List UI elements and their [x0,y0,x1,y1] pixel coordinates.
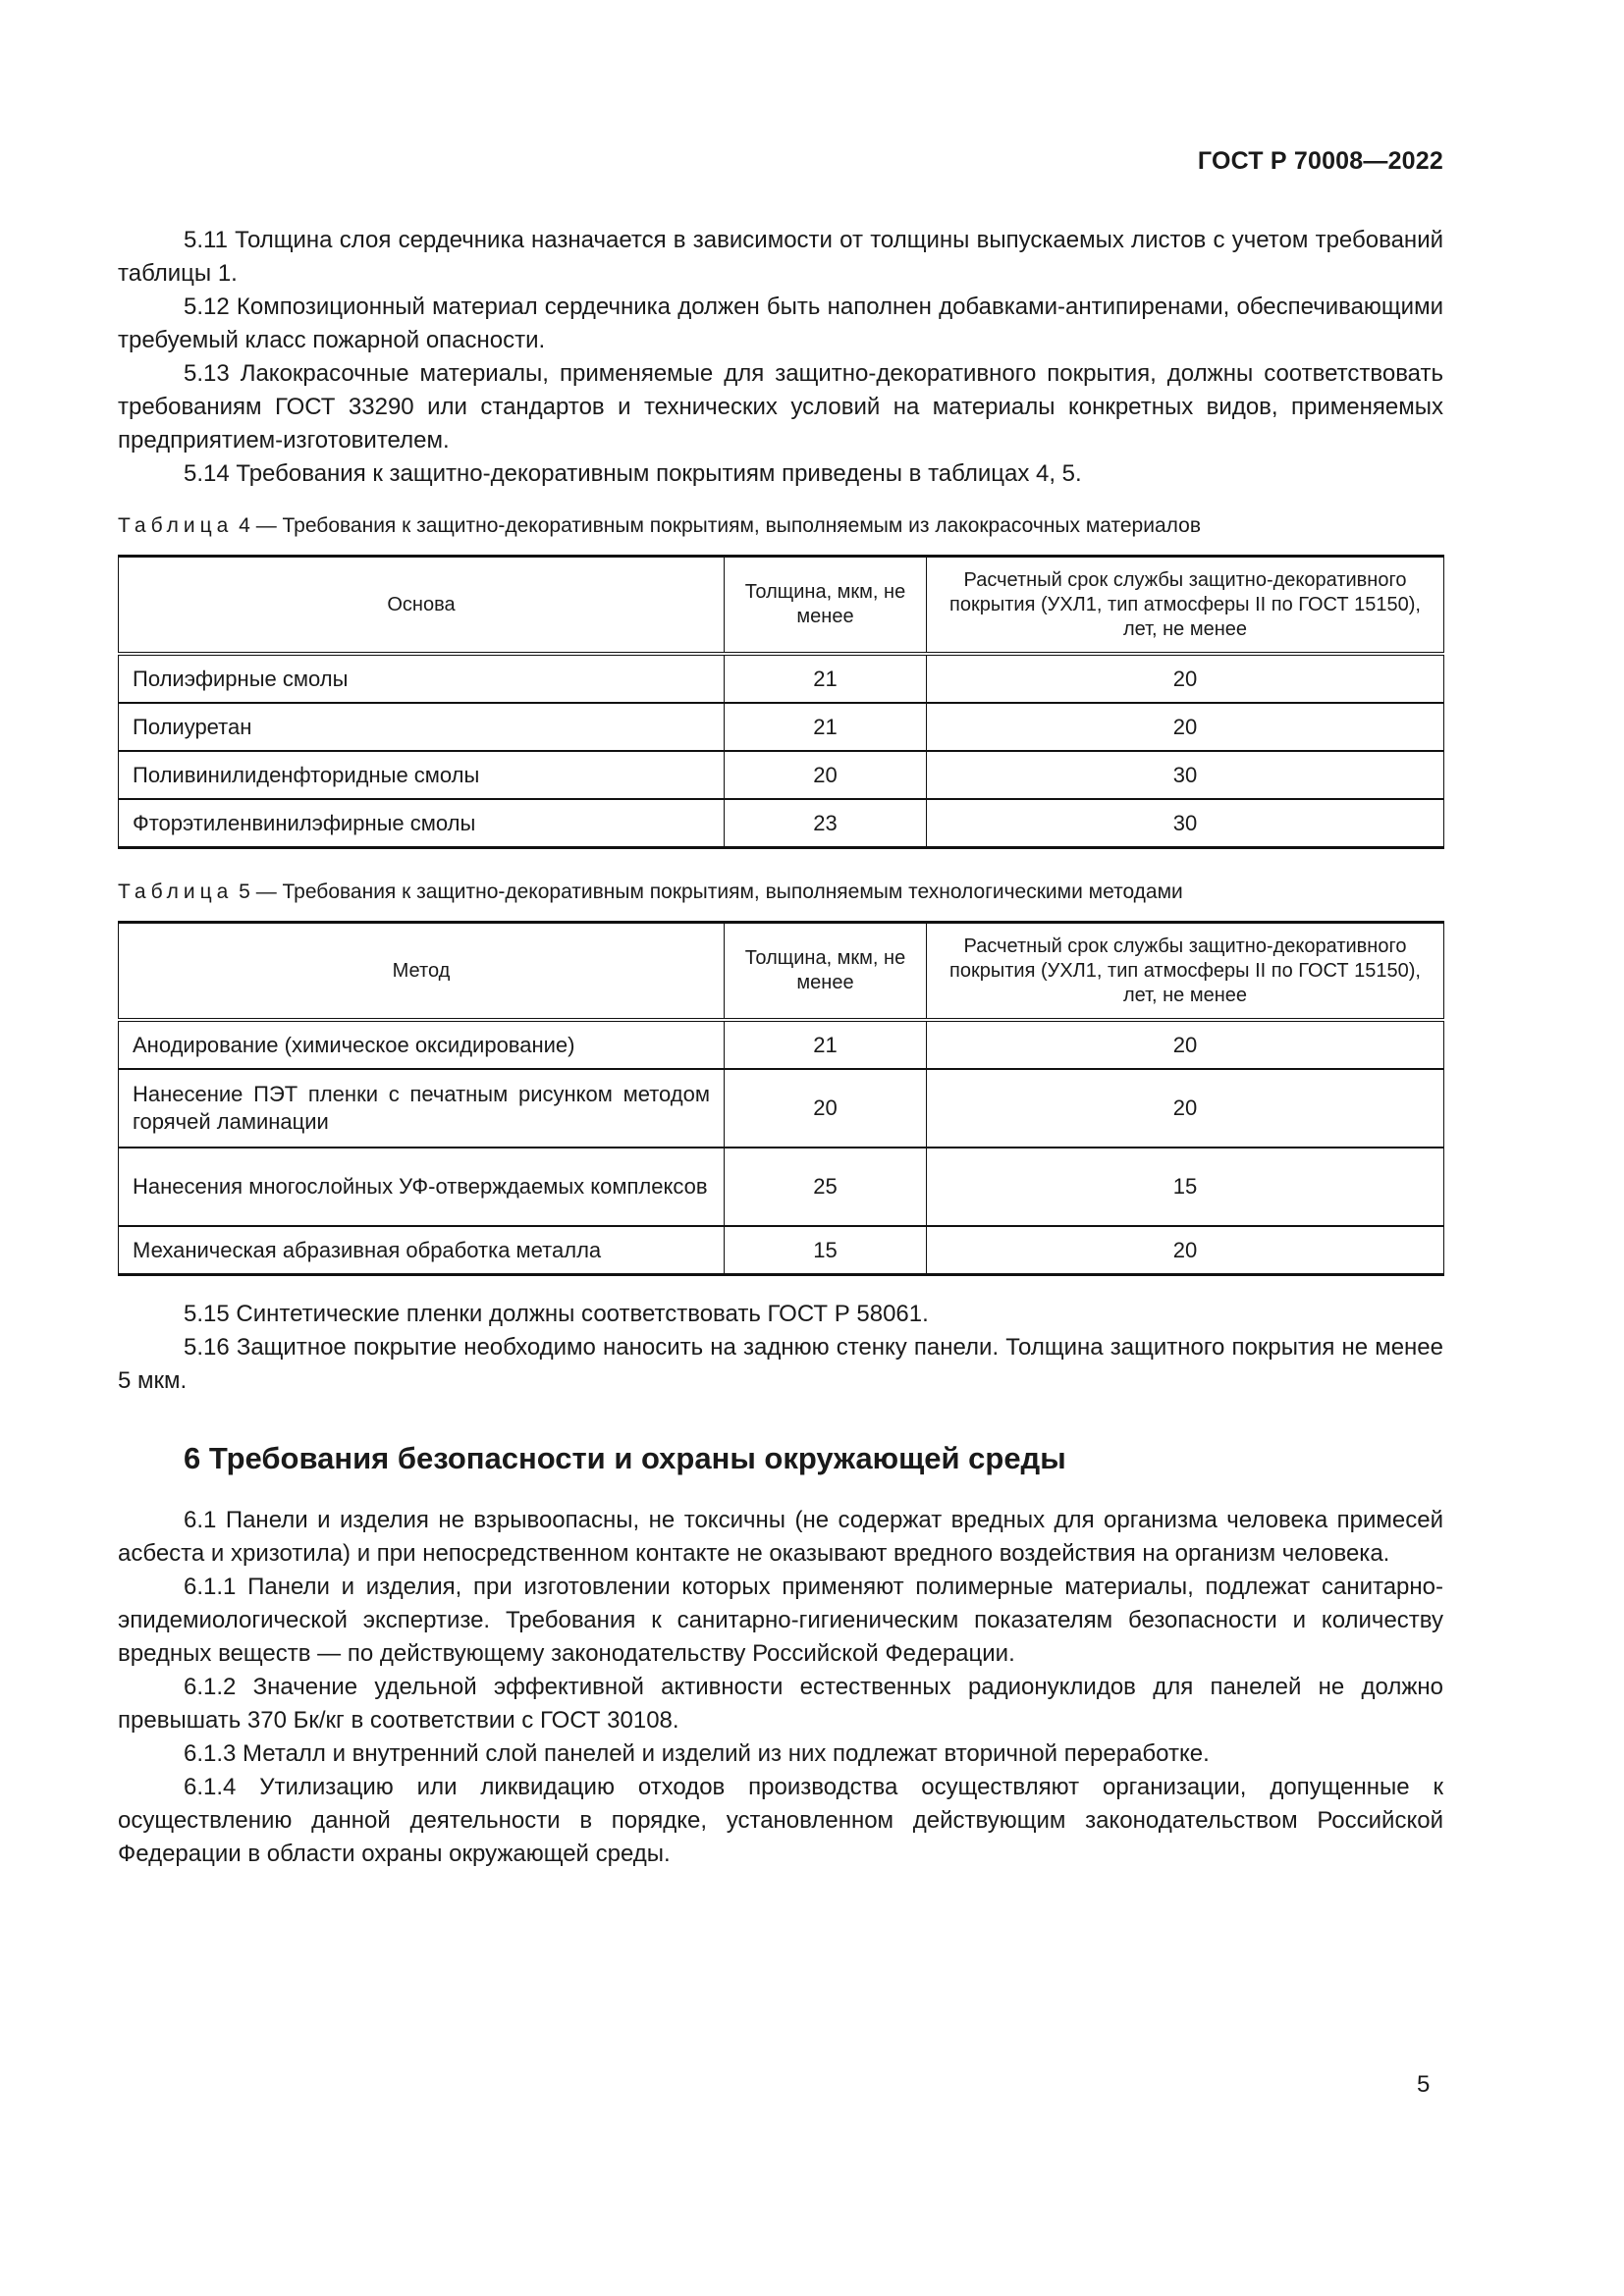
paragraph-5-13: 5.13 Лакокрасочные материалы, применяемые для защитно-декоративного покрытия, должны соответствовать требованиям ГОСТ 33290 или стандартов и технических условий на материалы конкретных видов, применяемых предприятием-изготовителем. [118,360,1443,454]
section-5-bottom-paragraphs [118,1298,1443,1398]
table-4-cell-base: Поливинилиденфторидные смолы [119,751,725,799]
table-row [119,1226,1444,1275]
paragraph-6-1-1: 6.1.1 Панели и изделия, при изготовлении которых применяют полимерные материалы, подлежат санитарно-эпидемиологической экспертизе. Требования к санитарно-гигиеническим показателям безопасности и количеству вредных веществ — по действующему законодательству Российской Федерации. [118,1574,1443,1667]
table-4-cell-thickness: 21 [725,703,927,751]
table-4-cell-service-life: 20 [927,703,1444,751]
table-4-cell-service-life: 30 [927,799,1444,848]
table-5-cell-thickness: 15 [725,1226,927,1275]
table-4-header-row [119,557,1444,655]
table-4-caption [118,512,1443,540]
paragraph-6-1-2: 6.1.2 Значение удельной эффективной активности естественных радионуклидов для панелей не должно превышать 370 Бк/кг в соответствии с ГОСТ 30108. [118,1674,1443,1734]
page-number: 5 [1417,2071,1431,2098]
table-5-block [118,879,1443,1276]
table-5-header-thickness: Толщина, мкм, не менее [725,923,927,1021]
table-row [119,1020,1444,1069]
table-4-block [118,512,1443,849]
table-4-cell-thickness: 21 [725,654,927,703]
table-4-cell-base: Полиуретан [119,703,725,751]
table-4-header-base: Основа [119,557,725,655]
table-row [119,1148,1444,1226]
table-5-cell-method: Нанесение ПЭТ пленки с печатным рисунком методом горячей ламинации [119,1069,725,1148]
table-4-cell-thickness: 20 [725,751,927,799]
table-5-caption [118,879,1443,906]
table-5-cell-service-life: 20 [927,1069,1444,1148]
table-5-header-row [119,923,1444,1021]
section-6-paragraphs [118,1504,1443,1871]
table-4-caption-word: Таблица [118,514,234,537]
paragraph-5-16: 5.16 Защитное покрытие необходимо наносить на заднюю стенку панели. Толщина защитного покрытия не менее 5 мкм. [118,1334,1443,1394]
table-4-cell-base: Фторэтиленвинилэфирные смолы [119,799,725,848]
section-5-top-paragraphs [118,224,1443,491]
table-5-cell-thickness: 21 [725,1020,927,1069]
paragraph-6-1-4: 6.1.4 Утилизацию или ликвидацию отходов производства осуществляют организации, допущенные к осуществлению данной деятельности в порядке, установленном действующим законодательством Российской Федерации в области охраны окружающей среды. [118,1774,1443,1867]
table-4-cell-service-life: 20 [927,654,1444,703]
table-5-cell-method: Анодирование (химическое оксидирование) [119,1020,725,1069]
table-5-cell-method: Нанесения многослойных УФ-отверждаемых комплексов [119,1148,725,1226]
table-row [119,799,1444,848]
table-5-cell-thickness: 25 [725,1148,927,1226]
table-5 [118,921,1444,1276]
table-5-cell-service-life: 20 [927,1226,1444,1275]
table-4-header-service-life: Расчетный срок службы защитно-декоративного покрытия (УХЛ1, тип атмосферы II по ГОСТ 15150), лет, не менее [927,557,1444,655]
table-row [119,751,1444,799]
table-5-caption-word: Таблица [118,881,234,903]
document-code-header: ГОСТ Р 70008—2022 [1197,147,1443,175]
table-5-cell-method: Механическая абразивная обработка металла [119,1226,725,1275]
table-4-header-thickness: Толщина, мкм, не менее [725,557,927,655]
table-4-caption-text: 4 — Требования к защитно-декоративным покрытиям, выполняемым из лакокрасочных материалов [233,514,1201,537]
section-6-heading: 6 Требования безопасности и охраны окружающей среды [184,1441,1066,1475]
table-4-cell-service-life: 30 [927,751,1444,799]
table-row [119,1069,1444,1148]
paragraph-6-1-3: 6.1.3 Металл и внутренний слой панелей и изделий из них подлежат вторичной переработке. [184,1740,1210,1767]
table-row [119,654,1444,703]
paragraph-5-11: 5.11 Толщина слоя сердечника назначается в зависимости от толщины выпускаемых листов с учетом требований таблицы 1. [118,227,1443,287]
paragraph-5-12: 5.12 Композиционный материал сердечника должен быть наполнен добавками-антипиренами, обеспечивающими требуемый класс пожарной опасности. [118,294,1443,353]
table-4 [118,555,1444,849]
table-5-caption-text: 5 — Требования к защитно-декоративным покрытиям, выполняемым технологическими методами [233,881,1183,903]
table-5-cell-service-life: 20 [927,1020,1444,1069]
paragraph-5-14: 5.14 Требования к защитно-декоративным покрытиям приведены в таблицах 4, 5. [184,460,1082,487]
paragraph-5-15: 5.15 Синтетические пленки должны соответствовать ГОСТ Р 58061. [184,1301,929,1327]
table-5-cell-service-life: 15 [927,1148,1444,1226]
table-4-cell-base: Полиэфирные смолы [119,654,725,703]
table-5-cell-thickness: 20 [725,1069,927,1148]
paragraph-6-1: 6.1 Панели и изделия не взрывоопасны, не токсичны (не содержат вредных для организма человека примесей асбеста и хризотила) и при непосредственном контакте не оказывают вредного воздействия на организм человека. [118,1507,1443,1567]
table-row [119,703,1444,751]
table-5-header-method: Метод [119,923,725,1021]
table-4-cell-thickness: 23 [725,799,927,848]
table-5-header-service-life: Расчетный срок службы защитно-декоративного покрытия (УХЛ1, тип атмосферы II по ГОСТ 15150), лет, не менее [927,923,1444,1021]
